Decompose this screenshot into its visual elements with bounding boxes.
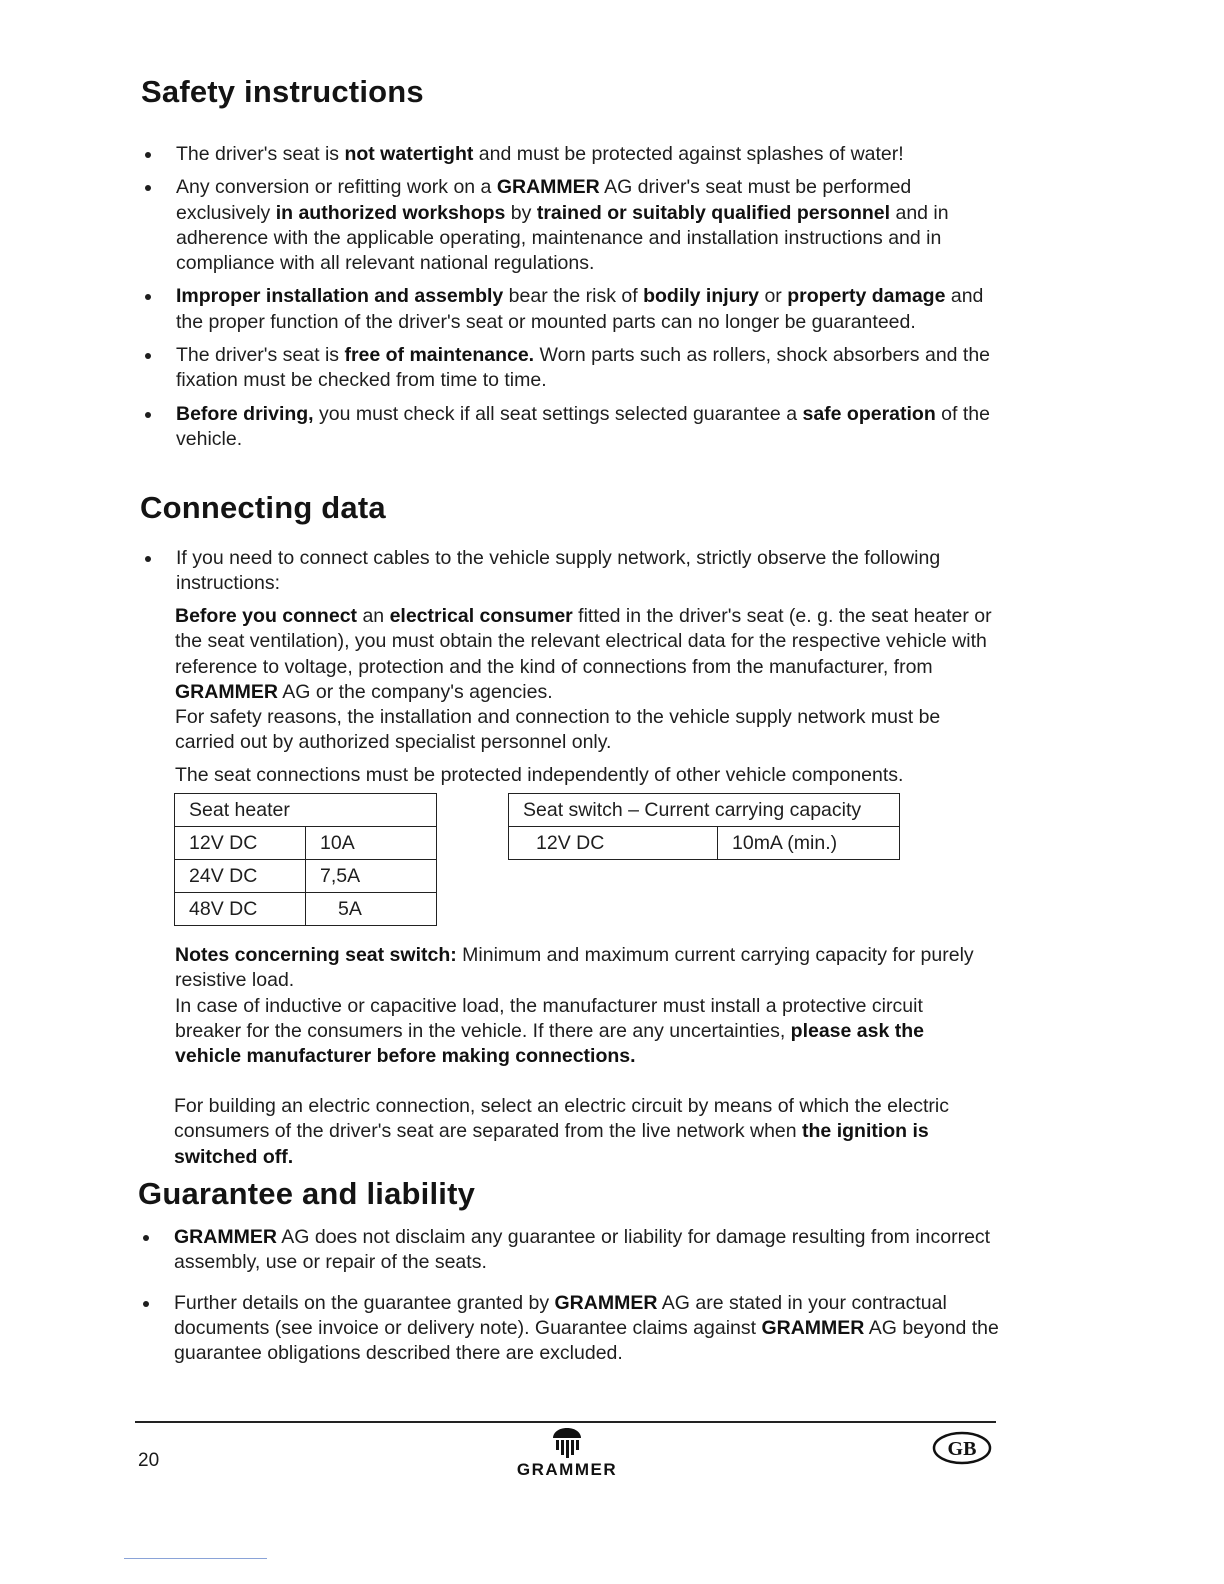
switch-voltage: 12V DC xyxy=(509,827,718,860)
guarantee-item-disclaim: GRAMMER AG does not disclaim any guarantee or liability for damage resulting from incorrect assembly, use or repair of the seats. xyxy=(174,1225,999,1276)
guarantee-item-details: Further details on the guarantee granted by GRAMMER AG are stated in your contractual documents (see invoice or delivery note). Guarantee claims against GRAMMER AG beyond the guarantee obligations described there are excluded. xyxy=(174,1291,999,1367)
table-row xyxy=(175,860,437,893)
footer-divider xyxy=(135,1421,996,1423)
page-number: 20 xyxy=(138,1450,160,1471)
heading-guarantee-liability: Guarantee and liability xyxy=(138,1176,476,1211)
scan-artifact-line xyxy=(124,1558,267,1559)
gb-oval-icon xyxy=(932,1431,992,1465)
guarantee-list xyxy=(174,1225,999,1381)
seat-switch-table xyxy=(508,793,900,860)
safety-list xyxy=(176,142,991,460)
paragraph-building-connection: For building an electric connection, select an electric circuit by means of which the electric consumers of the driver's seat are separated from the live network when the ignition is switched off. xyxy=(174,1095,949,1168)
safety-item-before-driving: Before driving, you must check if all seat settings selected guarantee a safe operation of the vehicle. xyxy=(176,402,991,453)
connecting-item-cables: If you need to connect cables to the vehicle supply network, strictly observe the following instructions: xyxy=(176,546,991,597)
seat-switch-title: Seat switch – Current carrying capacity xyxy=(509,794,900,827)
safety-item-watertight: The driver's seat is not watertight and must be protected against splashes of water! xyxy=(176,142,991,167)
heater-current-12v: 10A xyxy=(306,827,437,860)
paragraph-protected-independently: The seat connections must be protected independently of other vehicle components. xyxy=(175,764,904,786)
table-row xyxy=(509,827,900,860)
connecting-list xyxy=(176,546,991,597)
table-row xyxy=(175,893,437,926)
safety-item-maintenance: The driver's seat is free of maintenance. Worn parts such as rollers, shock absorbers and the fixation must be checked from time to time. xyxy=(176,343,991,394)
heater-voltage-12v: 12V DC xyxy=(175,827,306,860)
seat-heater-table xyxy=(174,793,437,926)
heater-voltage-24v: 24V DC xyxy=(175,860,306,893)
heading-safety-instructions: Safety instructions xyxy=(141,74,424,109)
heading-connecting-data: Connecting data xyxy=(140,490,386,525)
table-row xyxy=(175,827,437,860)
paragraph-notes-seat-switch: Notes concerning seat switch: Minimum and maximum current carrying capacity for purely resistive load. In case of inductive or capacitive load, the manufacturer must install a protective circuit breaker for the consumers in the vehicle. If there are any uncertainties, please ask the vehicle manufacturer before making connections. xyxy=(175,944,974,1068)
safety-item-improper-installation: Improper installation and assembly bear the risk of bodily injury or property damage and the proper function of the driver's seat or mounted parts can no longer be guaranteed. xyxy=(176,284,991,335)
heater-current-48v: 5A xyxy=(306,893,437,926)
safety-item-conversion: Any conversion or refitting work on a GRAMMER AG driver's seat must be performed exclusively in authorized workshops by trained or suitably qualified personnel and in adherence with the applicable operating, maintenance and installation instructions and in compliance with all relevant national regulations. xyxy=(176,175,991,276)
country-badge xyxy=(932,1431,992,1465)
heater-current-24v: 7,5A xyxy=(306,860,437,893)
paragraph-before-you-connect: Before you connect an electrical consumer fitted in the driver's seat (e. g. the seat heater or the seat ventilation), you must obtain the relevant electrical data for the respective vehicle with reference to voltage, protection and the kind of connections from the manufacturer, from GRAMMER AG or the company's agencies. For safety reasons, the installation and connection to the vehicle supply network must be carried out by authorized specialist personnel only. xyxy=(175,605,992,754)
grammer-logo xyxy=(507,1426,627,1480)
country-code: GB xyxy=(947,1438,977,1460)
switch-current: 10mA (min.) xyxy=(718,827,900,860)
seat-heater-title: Seat heater xyxy=(175,794,437,827)
heater-voltage-48v: 48V DC xyxy=(175,893,306,926)
brand-name: GRAMMER xyxy=(516,1460,618,1479)
grammer-seat-logo-icon xyxy=(550,1426,584,1460)
